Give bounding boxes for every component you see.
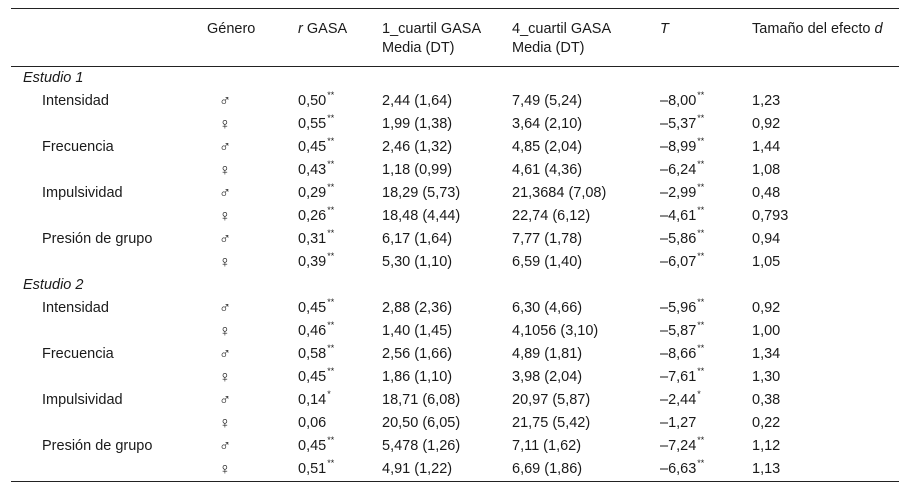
t-significance: * bbox=[697, 389, 701, 399]
q1-mean-sd: 18,71 (6,08) bbox=[382, 392, 461, 408]
variable-label: Intensidad bbox=[42, 300, 109, 316]
r-significance: ** bbox=[327, 297, 335, 307]
q1-mean-sd: 2,88 (2,36) bbox=[382, 300, 453, 316]
r-cell bbox=[298, 159, 382, 182]
r-cell bbox=[298, 435, 382, 458]
variable-label bbox=[11, 162, 42, 178]
effect-size-d: 0,48 bbox=[752, 185, 781, 201]
t-significance: ** bbox=[697, 90, 705, 100]
t-value: –8,00 bbox=[660, 93, 697, 109]
variable-label: Impulsividad bbox=[42, 185, 123, 201]
header-q4-line1: 4_cuartil GASA bbox=[512, 21, 612, 37]
r-significance: ** bbox=[327, 136, 335, 146]
q1-mean-sd: 6,17 (1,64) bbox=[382, 231, 453, 247]
header-gender: Género bbox=[207, 21, 256, 37]
t-cell bbox=[660, 90, 752, 113]
variable-cell bbox=[11, 297, 207, 320]
variable-label bbox=[11, 116, 42, 132]
header-d-symbol: d bbox=[874, 21, 883, 37]
gender-symbol: ♀ bbox=[219, 116, 231, 133]
r-significance: ** bbox=[327, 205, 335, 215]
r-significance: ** bbox=[327, 159, 335, 169]
table-row bbox=[11, 205, 899, 228]
t-value: –6,63 bbox=[660, 461, 697, 477]
t-value: –2,44 bbox=[660, 392, 697, 408]
r-significance: ** bbox=[327, 343, 335, 353]
variable-cell bbox=[11, 205, 207, 228]
table-row bbox=[11, 228, 899, 251]
q1-mean-sd: 2,56 (1,66) bbox=[382, 346, 453, 362]
table-row bbox=[11, 320, 899, 343]
t-value: –2,99 bbox=[660, 185, 697, 201]
q4-mean-sd: 7,11 (1,62) bbox=[512, 438, 582, 454]
q4-mean-sd: 4,1056 (3,10) bbox=[512, 323, 599, 339]
q1-mean-sd: 4,91 (1,22) bbox=[382, 458, 512, 482]
gender-symbol: ♂ bbox=[219, 93, 231, 110]
table-row bbox=[11, 113, 899, 136]
variable-label: Presión de grupo bbox=[42, 231, 153, 247]
q1-mean-sd: 20,50 (6,05) bbox=[382, 415, 461, 431]
t-cell bbox=[660, 159, 752, 182]
effect-size-d: 0,38 bbox=[752, 392, 781, 408]
t-value: –5,96 bbox=[660, 300, 697, 316]
r-significance: * bbox=[327, 389, 331, 399]
q4-mean-sd: 6,59 (1,40) bbox=[512, 254, 583, 270]
table-row bbox=[11, 90, 899, 113]
r-cell bbox=[298, 366, 382, 389]
t-value: –8,99 bbox=[660, 139, 697, 155]
t-cell bbox=[660, 297, 752, 320]
q4-mean-sd: 21,3684 (7,08) bbox=[512, 185, 607, 201]
t-value: –7,24 bbox=[660, 438, 697, 454]
gender-symbol: ♀ bbox=[219, 254, 231, 271]
effect-size-d: 0,92 bbox=[752, 116, 781, 132]
results-table bbox=[11, 8, 899, 482]
t-significance: ** bbox=[697, 113, 705, 123]
t-significance: ** bbox=[697, 435, 705, 445]
variable-cell bbox=[11, 228, 207, 251]
variable-cell bbox=[11, 113, 207, 136]
variable-cell bbox=[11, 458, 207, 482]
t-cell bbox=[660, 320, 752, 343]
header-r-label: GASA bbox=[302, 21, 348, 37]
r-cell bbox=[298, 90, 382, 113]
header-r-symbol: r bbox=[298, 21, 303, 37]
effect-size-d: 1,30 bbox=[752, 369, 781, 385]
table-row bbox=[11, 251, 899, 274]
gender-symbol: ♂ bbox=[219, 185, 231, 202]
effect-size-d: 1,13 bbox=[752, 458, 899, 482]
r-significance: ** bbox=[327, 458, 335, 468]
r-value: 0,45 bbox=[298, 438, 327, 454]
q4-mean-sd: 21,75 (5,42) bbox=[512, 415, 591, 431]
gender-symbol: ♀ bbox=[207, 458, 298, 482]
t-value: –1,27 bbox=[660, 415, 697, 431]
r-value: 0,51 bbox=[298, 461, 327, 477]
r-cell bbox=[298, 251, 382, 274]
r-value: 0,29 bbox=[298, 185, 327, 201]
gender-symbol: ♀ bbox=[219, 415, 231, 432]
r-value: 0,31 bbox=[298, 231, 327, 247]
variable-label bbox=[11, 254, 42, 270]
variable-label: Impulsividad bbox=[42, 392, 123, 408]
table-row bbox=[11, 435, 899, 458]
r-cell bbox=[298, 412, 382, 435]
q4-mean-sd: 7,77 (1,78) bbox=[512, 231, 583, 247]
variable-cell bbox=[11, 251, 207, 274]
t-cell bbox=[660, 435, 752, 458]
r-significance: ** bbox=[327, 113, 335, 123]
variable-label bbox=[11, 323, 42, 339]
q4-mean-sd: 3,64 (2,10) bbox=[512, 116, 583, 132]
variable-cell bbox=[11, 435, 207, 458]
gender-symbol: ♂ bbox=[219, 300, 231, 317]
q4-mean-sd: 7,49 (5,24) bbox=[512, 93, 583, 109]
r-value: 0,14 bbox=[298, 392, 327, 408]
variable-cell bbox=[11, 159, 207, 182]
gender-symbol: ♀ bbox=[219, 323, 231, 340]
variable-label bbox=[11, 415, 42, 431]
t-significance: ** bbox=[697, 458, 705, 468]
table-row bbox=[11, 159, 899, 182]
header-t: T bbox=[660, 21, 669, 37]
r-significance: ** bbox=[327, 366, 335, 376]
t-significance: ** bbox=[697, 182, 705, 192]
r-cell bbox=[298, 389, 382, 412]
header-q1-line2: Media (DT) bbox=[382, 40, 455, 56]
r-cell bbox=[298, 182, 382, 205]
effect-size-d: 1,23 bbox=[752, 93, 781, 109]
t-significance: ** bbox=[697, 320, 705, 330]
gender-symbol: ♀ bbox=[219, 208, 231, 225]
r-significance: ** bbox=[327, 320, 335, 330]
r-significance: ** bbox=[327, 435, 335, 445]
q1-mean-sd: 18,29 (5,73) bbox=[382, 185, 461, 201]
table-row bbox=[11, 389, 899, 412]
gender-symbol: ♀ bbox=[219, 369, 231, 386]
t-cell bbox=[660, 343, 752, 366]
variable-label bbox=[11, 369, 42, 385]
q4-mean-sd: 4,85 (2,04) bbox=[512, 139, 583, 155]
gender-symbol: ♂ bbox=[219, 231, 231, 248]
header-variable bbox=[11, 9, 207, 67]
variable-label: Frecuencia bbox=[42, 139, 114, 155]
r-value: 0,45 bbox=[298, 369, 327, 385]
effect-size-d: 1,08 bbox=[752, 162, 781, 178]
r-cell bbox=[298, 458, 382, 482]
t-value: –4,61 bbox=[660, 208, 697, 224]
table-row bbox=[11, 297, 899, 320]
variable-cell bbox=[11, 182, 207, 205]
effect-size-d: 1,44 bbox=[752, 139, 781, 155]
effect-size-d: 1,00 bbox=[752, 323, 781, 339]
effect-size-d: 0,94 bbox=[752, 231, 781, 247]
header-effect-label: Tamaño del efecto bbox=[752, 21, 875, 37]
t-cell bbox=[660, 389, 752, 412]
t-value: –5,37 bbox=[660, 116, 697, 132]
t-significance: ** bbox=[697, 136, 705, 146]
header-r-gasa bbox=[298, 9, 382, 67]
t-value: –5,87 bbox=[660, 323, 697, 339]
t-value: –6,07 bbox=[660, 254, 697, 270]
effect-size-d: 1,05 bbox=[752, 254, 781, 270]
r-cell bbox=[298, 113, 382, 136]
q4-mean-sd: 22,74 (6,12) bbox=[512, 208, 591, 224]
gender-symbol: ♂ bbox=[219, 139, 231, 156]
r-cell bbox=[298, 343, 382, 366]
r-cell bbox=[298, 320, 382, 343]
r-value: 0,43 bbox=[298, 162, 327, 178]
study-heading-row bbox=[11, 274, 899, 297]
q4-mean-sd: 4,89 (1,81) bbox=[512, 346, 583, 362]
q1-mean-sd: 2,46 (1,32) bbox=[382, 139, 453, 155]
t-cell bbox=[660, 205, 752, 228]
gender-symbol: ♂ bbox=[219, 392, 231, 409]
t-significance: ** bbox=[697, 159, 705, 169]
header-q1 bbox=[382, 9, 512, 67]
variable-cell bbox=[11, 320, 207, 343]
effect-size-d: 0,92 bbox=[752, 300, 781, 316]
t-cell bbox=[660, 113, 752, 136]
r-value: 0,39 bbox=[298, 254, 327, 270]
effect-size-d: 1,34 bbox=[752, 346, 781, 362]
t-significance: ** bbox=[697, 205, 705, 215]
t-cell bbox=[660, 228, 752, 251]
t-significance: ** bbox=[697, 228, 705, 238]
table-header bbox=[11, 9, 899, 67]
q1-mean-sd: 5,30 (1,10) bbox=[382, 254, 453, 270]
header-q1-line1: 1_cuartil GASA bbox=[382, 21, 482, 37]
variable-cell bbox=[11, 343, 207, 366]
gender-symbol: ♀ bbox=[219, 162, 231, 179]
q4-mean-sd: 6,30 (4,66) bbox=[512, 300, 583, 316]
variable-label bbox=[11, 208, 42, 224]
q1-mean-sd: 1,40 (1,45) bbox=[382, 323, 453, 339]
r-significance: ** bbox=[327, 90, 335, 100]
t-value: –7,61 bbox=[660, 369, 697, 385]
variable-cell bbox=[11, 389, 207, 412]
variable-label: Frecuencia bbox=[42, 346, 114, 362]
r-cell bbox=[298, 205, 382, 228]
effect-size-d: 0,22 bbox=[752, 415, 781, 431]
effect-size-d: 0,793 bbox=[752, 208, 789, 224]
r-value: 0,26 bbox=[298, 208, 327, 224]
gender-symbol: ♂ bbox=[219, 346, 231, 363]
effect-size-d: 1,12 bbox=[752, 438, 781, 454]
r-significance: ** bbox=[327, 182, 335, 192]
r-cell bbox=[298, 297, 382, 320]
q1-mean-sd: 2,44 (1,64) bbox=[382, 93, 453, 109]
r-cell bbox=[298, 228, 382, 251]
t-value: –8,66 bbox=[660, 346, 697, 362]
r-value: 0,50 bbox=[298, 93, 327, 109]
t-significance: ** bbox=[697, 343, 705, 353]
t-cell bbox=[660, 366, 752, 389]
variable-cell bbox=[11, 136, 207, 159]
q1-mean-sd: 1,99 (1,38) bbox=[382, 116, 453, 132]
q4-mean-sd: 4,61 (4,36) bbox=[512, 162, 583, 178]
table-row bbox=[11, 366, 899, 389]
t-cell bbox=[660, 182, 752, 205]
t-cell bbox=[660, 458, 752, 482]
t-significance: ** bbox=[697, 366, 705, 376]
table-row bbox=[11, 136, 899, 159]
variable-label: Intensidad bbox=[42, 93, 109, 109]
gender-symbol: ♂ bbox=[219, 438, 231, 455]
r-significance: ** bbox=[327, 228, 335, 238]
table-row bbox=[11, 182, 899, 205]
t-value: –5,86 bbox=[660, 231, 697, 247]
table-row bbox=[11, 343, 899, 366]
q4-mean-sd: 6,69 (1,86) bbox=[512, 458, 660, 482]
header-row bbox=[11, 9, 899, 67]
header-q4-line2: Media (DT) bbox=[512, 40, 585, 56]
q4-mean-sd: 3,98 (2,04) bbox=[512, 369, 583, 385]
t-significance: ** bbox=[697, 297, 705, 307]
t-significance: ** bbox=[697, 251, 705, 261]
table-body bbox=[11, 67, 899, 482]
table-row bbox=[11, 412, 899, 435]
variable-cell bbox=[11, 90, 207, 113]
r-value: 0,06 bbox=[298, 415, 327, 431]
r-value: 0,46 bbox=[298, 323, 327, 339]
variable-cell bbox=[11, 366, 207, 389]
q4-mean-sd: 20,97 (5,87) bbox=[512, 392, 591, 408]
t-cell bbox=[660, 136, 752, 159]
study-heading-row bbox=[11, 67, 899, 91]
variable-label bbox=[11, 461, 42, 477]
t-value: –6,24 bbox=[660, 162, 697, 178]
t-cell bbox=[660, 251, 752, 274]
study-heading: Estudio 1 bbox=[23, 70, 84, 86]
q1-mean-sd: 1,86 (1,10) bbox=[382, 369, 453, 385]
header-effect-size bbox=[752, 9, 899, 67]
r-value: 0,55 bbox=[298, 116, 327, 132]
q1-mean-sd: 5,478 (1,26) bbox=[382, 438, 461, 454]
variable-cell bbox=[11, 412, 207, 435]
q1-mean-sd: 18,48 (4,44) bbox=[382, 208, 461, 224]
t-cell bbox=[660, 412, 752, 435]
r-value: 0,58 bbox=[298, 346, 327, 362]
variable-label: Presión de grupo bbox=[42, 438, 153, 454]
study-heading: Estudio 2 bbox=[23, 277, 84, 293]
r-cell bbox=[298, 136, 382, 159]
r-value: 0,45 bbox=[298, 300, 327, 316]
header-q4 bbox=[512, 9, 660, 67]
r-significance: ** bbox=[327, 251, 335, 261]
table-row bbox=[11, 458, 899, 482]
q1-mean-sd: 1,18 (0,99) bbox=[382, 162, 453, 178]
r-value: 0,45 bbox=[298, 139, 327, 155]
